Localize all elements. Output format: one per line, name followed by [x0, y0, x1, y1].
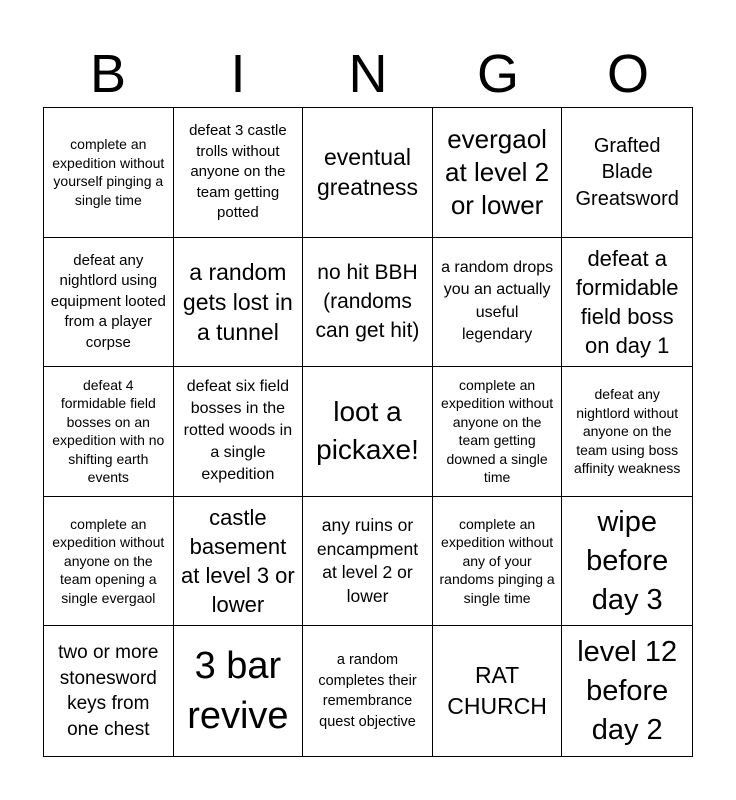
cell-text: defeat any nightlord without anyone on the team using boss affinity weakness: [574, 386, 681, 477]
bingo-cell[interactable]: [433, 367, 563, 497]
cell-text: eventual greatness: [316, 144, 418, 201]
cell-text: any ruins or encampment at level 2 or lower: [316, 515, 419, 606]
bingo-cell[interactable]: [303, 367, 433, 497]
cell-text: complete an expedition without anyone on the team opening a single evergaol: [52, 515, 165, 606]
bingo-cell[interactable]: [562, 367, 692, 497]
bingo-cell[interactable]: [174, 108, 304, 238]
bingo-cell[interactable]: [303, 238, 433, 368]
cell-text: wipe before day 3: [586, 505, 669, 616]
header-letter-o: O: [606, 44, 649, 104]
bingo-cell[interactable]: [433, 108, 563, 238]
cell-text: complete an expedition without any of your randoms pinging a single time: [439, 515, 555, 606]
bingo-cell[interactable]: [433, 238, 563, 368]
cell-text: loot a pickaxe!: [316, 396, 419, 466]
cell-text: defeat any nightlord using equipment looted from a player corpse: [50, 251, 166, 351]
cell-text: RAT CHURCH: [447, 662, 547, 720]
bingo-cell[interactable]: [174, 626, 304, 756]
bingo-header: [43, 40, 693, 108]
bingo-cell[interactable]: [433, 497, 563, 627]
bingo-board: [43, 107, 693, 757]
cell-text: level 12 before day 2: [577, 635, 678, 746]
bingo-cell[interactable]: [303, 108, 433, 238]
bingo-cell[interactable]: [303, 626, 433, 756]
bingo-cell[interactable]: [433, 626, 563, 756]
bingo-cell[interactable]: [303, 497, 433, 627]
cell-text: two or more stonesword keys from one chest: [58, 642, 159, 740]
bingo-cell[interactable]: [174, 367, 304, 497]
cell-text: a random gets lost in a tunnel: [182, 258, 293, 345]
header-letter-i: I: [230, 44, 246, 104]
cell-text: Grafted Blade Greatsword: [575, 134, 679, 210]
bingo-cell[interactable]: [44, 108, 174, 238]
cell-text: defeat six field bosses in the rotted woods in a single expedition: [183, 378, 293, 484]
bingo-cell[interactable]: [562, 497, 692, 627]
bingo-cell[interactable]: [174, 238, 304, 368]
bingo-cell[interactable]: [44, 367, 174, 497]
bingo-cell[interactable]: [174, 497, 304, 627]
bingo-cell[interactable]: [44, 626, 174, 756]
cell-text: 3 bar revive: [187, 645, 289, 738]
cell-text: complete an expedition without yourself pinging a single time: [52, 136, 165, 208]
bingo-cell[interactable]: [562, 108, 692, 238]
cell-text: complete an expedition without anyone on the team getting downed a single time: [441, 376, 554, 486]
bingo-cell[interactable]: [562, 626, 692, 756]
cell-text: no hit BBH (randoms can get hit): [315, 261, 420, 343]
header-letter-n: N: [348, 44, 388, 104]
header-letter-b: B: [89, 44, 127, 104]
cell-text: evergaol at level 2 or lower: [445, 123, 550, 220]
header-letter-g: G: [476, 44, 519, 104]
cell-text: defeat 3 castle trolls without anyone on the team getting potted: [189, 122, 287, 222]
cell-text: a random drops you an actually useful legendary: [441, 258, 554, 344]
cell-text: defeat 4 formidable field bosses on an expedition with no shifting earth events: [52, 376, 165, 486]
bingo-cell[interactable]: [44, 238, 174, 368]
bingo-cell[interactable]: [562, 238, 692, 368]
cell-text: defeat a formidable field boss on day 1: [575, 245, 679, 358]
bingo-cell[interactable]: [44, 497, 174, 627]
cell-text: castle basement at level 3 or lower: [181, 505, 295, 618]
cell-text: a random completes their remembrance quest objective: [318, 652, 417, 730]
